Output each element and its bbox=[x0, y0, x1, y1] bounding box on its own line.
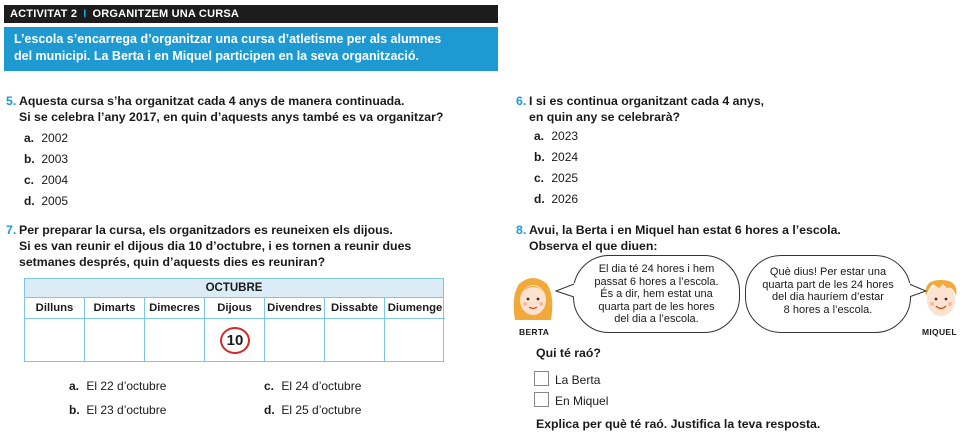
speech-line: quarta part de les hores bbox=[598, 300, 715, 313]
option-6a[interactable] bbox=[534, 129, 578, 143]
checkbox-berta[interactable] bbox=[534, 371, 549, 386]
speech-line: El dia té 24 hores i hem bbox=[598, 263, 715, 275]
option-letter: a. bbox=[24, 131, 35, 145]
question-text: Avui, la Berta i en Miquel han estat 6 hores a l’escola. bbox=[529, 223, 841, 237]
weekday-friday: Divendres bbox=[265, 298, 325, 319]
activity-header bbox=[4, 5, 498, 23]
speech-line: del dia hauríem d’estar bbox=[772, 291, 884, 303]
question-text: Aquesta cursa s’ha organitzat cada 4 anys de manera continuada. bbox=[19, 94, 405, 108]
weekday-monday: Dilluns bbox=[25, 298, 85, 319]
option-text: 2023 bbox=[551, 129, 579, 143]
who-is-right-question: Qui té raó? bbox=[536, 346, 601, 360]
weekday-tuesday: Dimarts bbox=[85, 298, 145, 319]
choice-berta-label: La Berta bbox=[555, 373, 601, 387]
option-5a[interactable] bbox=[24, 131, 68, 145]
question-8 bbox=[516, 222, 841, 254]
option-letter: b. bbox=[69, 403, 80, 417]
option-text: El 25 d’octubre bbox=[281, 403, 362, 417]
option-text: El 23 d’octubre bbox=[86, 403, 167, 417]
calendar-cell bbox=[145, 319, 205, 361]
checkbox-miquel[interactable] bbox=[534, 392, 549, 407]
weekday-saturday: Dissabte bbox=[325, 298, 385, 319]
question-7 bbox=[6, 222, 411, 270]
option-7a[interactable] bbox=[69, 379, 166, 393]
speech-line: 8 hores a l’escola. bbox=[783, 303, 873, 316]
question-text: Observa el que diuen: bbox=[529, 239, 658, 253]
calendar-cell-thursday bbox=[205, 319, 265, 361]
option-letter: c. bbox=[534, 171, 545, 185]
miquel-name: MIQUEL bbox=[922, 327, 957, 337]
option-letter: d. bbox=[264, 403, 275, 417]
option-7b[interactable] bbox=[69, 403, 166, 417]
option-7d[interactable] bbox=[264, 403, 361, 417]
calendar-cell bbox=[25, 319, 85, 361]
question-text: Si es van reunir el dijous dia 10 d’octubre, i es tornen a reunir dues bbox=[19, 239, 412, 253]
option-letter: c. bbox=[264, 379, 275, 393]
activity-title: ORGANITZEM UNA CURSA bbox=[92, 8, 240, 20]
justify-prompt: Explica per què té raó. Justifica la teva resposta. bbox=[536, 417, 821, 431]
calendar-cell bbox=[325, 319, 385, 361]
question-6 bbox=[516, 93, 764, 125]
header-separator: I bbox=[83, 8, 87, 20]
october-calendar bbox=[24, 278, 444, 362]
speech-line: del dia a l’escola. bbox=[614, 313, 699, 325]
option-text: El 22 d’octubre bbox=[86, 379, 167, 393]
choice-miquel-label: En Miquel bbox=[555, 394, 609, 408]
speech-line: passat 6 hores a l’escola. bbox=[594, 275, 719, 288]
speech-line: És a dir, hem estat una bbox=[600, 288, 713, 300]
question-number: 6. bbox=[516, 94, 527, 108]
calendar-cell bbox=[265, 319, 325, 361]
weekday-wednesday: Dimecres bbox=[145, 298, 205, 319]
option-7c[interactable] bbox=[264, 379, 361, 393]
berta-speech-bubble bbox=[573, 255, 740, 333]
question-number: 5. bbox=[6, 94, 17, 108]
berta-portrait-icon bbox=[509, 272, 557, 324]
berta-name: BERTA bbox=[519, 327, 550, 337]
intro-box bbox=[4, 27, 498, 71]
option-text: 2004 bbox=[41, 173, 69, 187]
circled-day: 10 bbox=[220, 327, 250, 354]
miquel-bubble-tail bbox=[907, 282, 927, 300]
question-text: Si se celebra l’any 2017, en quin d’aquests anys també es va organitzar? bbox=[19, 110, 444, 124]
question-5 bbox=[6, 93, 443, 125]
option-text: 2002 bbox=[41, 131, 69, 145]
option-6c[interactable] bbox=[534, 171, 578, 185]
miquel-speech-bubble bbox=[745, 255, 911, 333]
option-letter: a. bbox=[69, 379, 80, 393]
weekday-thursday: Dijous bbox=[205, 298, 265, 319]
option-6d[interactable] bbox=[534, 192, 578, 206]
intro-line: L’escola s’encarrega d’organitzar una cursa d’atletisme per als alumnes bbox=[14, 32, 442, 46]
option-text: El 24 d’octubre bbox=[281, 379, 362, 393]
question-text: I si es continua organitzant cada 4 anys, bbox=[529, 94, 765, 108]
calendar-weekdays bbox=[25, 298, 443, 319]
calendar-cell bbox=[85, 319, 145, 361]
question-text: Per preparar la cursa, els organitzadors es reuneixen els dijous. bbox=[19, 223, 393, 237]
option-letter: b. bbox=[24, 152, 35, 166]
question-number: 7. bbox=[6, 223, 17, 237]
option-letter: d. bbox=[24, 194, 35, 208]
calendar-week bbox=[25, 319, 443, 361]
option-text: 2005 bbox=[41, 194, 69, 208]
speech-line: Què dius! Per estar una bbox=[769, 266, 887, 278]
calendar-month: OCTUBRE bbox=[25, 279, 443, 298]
option-5b[interactable] bbox=[24, 152, 68, 166]
option-text: 2025 bbox=[551, 171, 579, 185]
question-text: en quin any se celebrarà? bbox=[529, 110, 681, 124]
intro-line: del municipi. La Berta i en Miquel participen en la seva organització. bbox=[14, 49, 419, 63]
speech-line: quarta part de les 24 hores bbox=[762, 278, 894, 291]
option-letter: d. bbox=[534, 192, 545, 206]
option-5c[interactable] bbox=[24, 173, 68, 187]
option-text: 2003 bbox=[41, 152, 69, 166]
calendar-cell bbox=[385, 319, 445, 361]
option-letter: c. bbox=[24, 173, 35, 187]
option-text: 2026 bbox=[551, 192, 579, 206]
option-text: 2024 bbox=[551, 150, 579, 164]
question-number: 8. bbox=[516, 223, 527, 237]
option-letter: b. bbox=[534, 150, 545, 164]
question-text: setmanes després, quin d’aquests dies es reuniran? bbox=[19, 255, 326, 269]
option-letter: a. bbox=[534, 129, 545, 143]
activity-number: ACTIVITAT 2 bbox=[10, 8, 78, 20]
option-5d[interactable] bbox=[24, 194, 68, 208]
weekday-sunday: Diumenge bbox=[385, 298, 445, 319]
berta-bubble-tail bbox=[555, 282, 577, 300]
option-6b[interactable] bbox=[534, 150, 578, 164]
